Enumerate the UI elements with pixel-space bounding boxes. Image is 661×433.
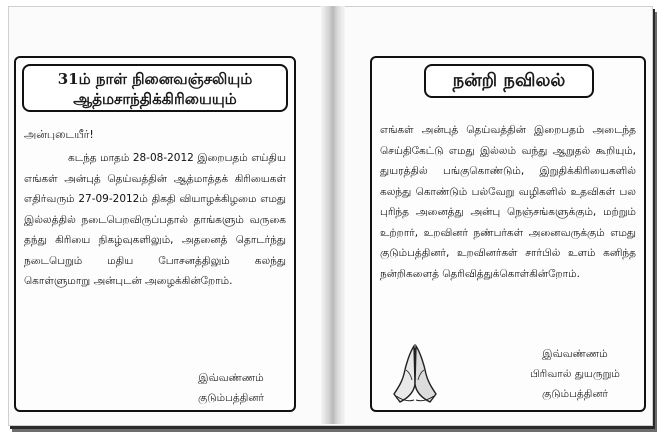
memorial-body-text: கடந்த மாதம் 28-08-2012 இறைபதம் எய்திய எங்கள் அன்புத் தெய்வத்தின் ஆத்மாத்தக் கிரியைகள் எதிர்வரும் 27-09-2012ம் திகதி வியாழக்கிழமை எமது இல்லத்தில் நடைபெறவிருப்பதால் தாங்களும் வருகை தந்து கிரியை நிகழ்வுகளிலும், அதனைத் தொடர்ந்து நடைபெறும் மதிய போசனத்திலும் கலந்து கொள்ளுமாறு அன்புடன் அழைக்கின்றோம். — [24, 152, 286, 287]
thanks-signature-line2: பிரிவால் துயருறும் — [530, 368, 620, 380]
memorial-title-line2: ஆத்மசாந்திக்கிரியையும் — [73, 90, 237, 108]
salutation: அன்புடையீர்! — [24, 128, 94, 141]
thanks-title-box — [424, 64, 594, 98]
memorial-body — [24, 148, 286, 292]
praying-hands-icon — [392, 342, 438, 406]
thanks-title: நன்றி நவிலல் — [452, 70, 566, 91]
page-fold — [321, 6, 345, 424]
memorial-signature — [186, 368, 276, 408]
signature-line1: இவ்வண்ணம் — [198, 372, 264, 384]
thanks-signature-line1: இவ்வண்ணம் — [542, 348, 608, 360]
memorial-notice-panel — [14, 56, 296, 412]
thanks-signature-line3: குடும்பத்தினர் — [541, 388, 608, 400]
signature-line2: குடும்பத்தினர் — [197, 392, 264, 404]
memorial-title-box — [22, 64, 288, 112]
memorial-title-line1: 31ம் நாள் நினைவஞ்சலியும் — [57, 70, 253, 88]
thanks-notice-panel — [370, 56, 646, 412]
thanks-body: எங்கள் அன்புத் தெய்வத்தின் இறைபதம் அடைந்த செய்திகேட்டு எமது இல்லம் வந்து ஆறுதல் கூறியும், துயரத்தில் பங்குகொண்டும், இறுதிக்கிரியைகளில் கலந்து கொண்டும் பல்வேறு வழிகளில் உதவிகள் பல புரிந்த அனைத்து அன்பு நெஞ்சங்களுக்கும், மற்றும் உற்றார், உறவினர் நண்பர்கள் அனைவருக்கும் எமது குடும்பத்தினர், உறவினர்கள் சார்பில் உளம் கனிந்த நன்றிகளைத் தெரிவித்துக்கொள்கின்றோம். — [380, 124, 636, 280]
thanks-signature — [520, 344, 630, 404]
